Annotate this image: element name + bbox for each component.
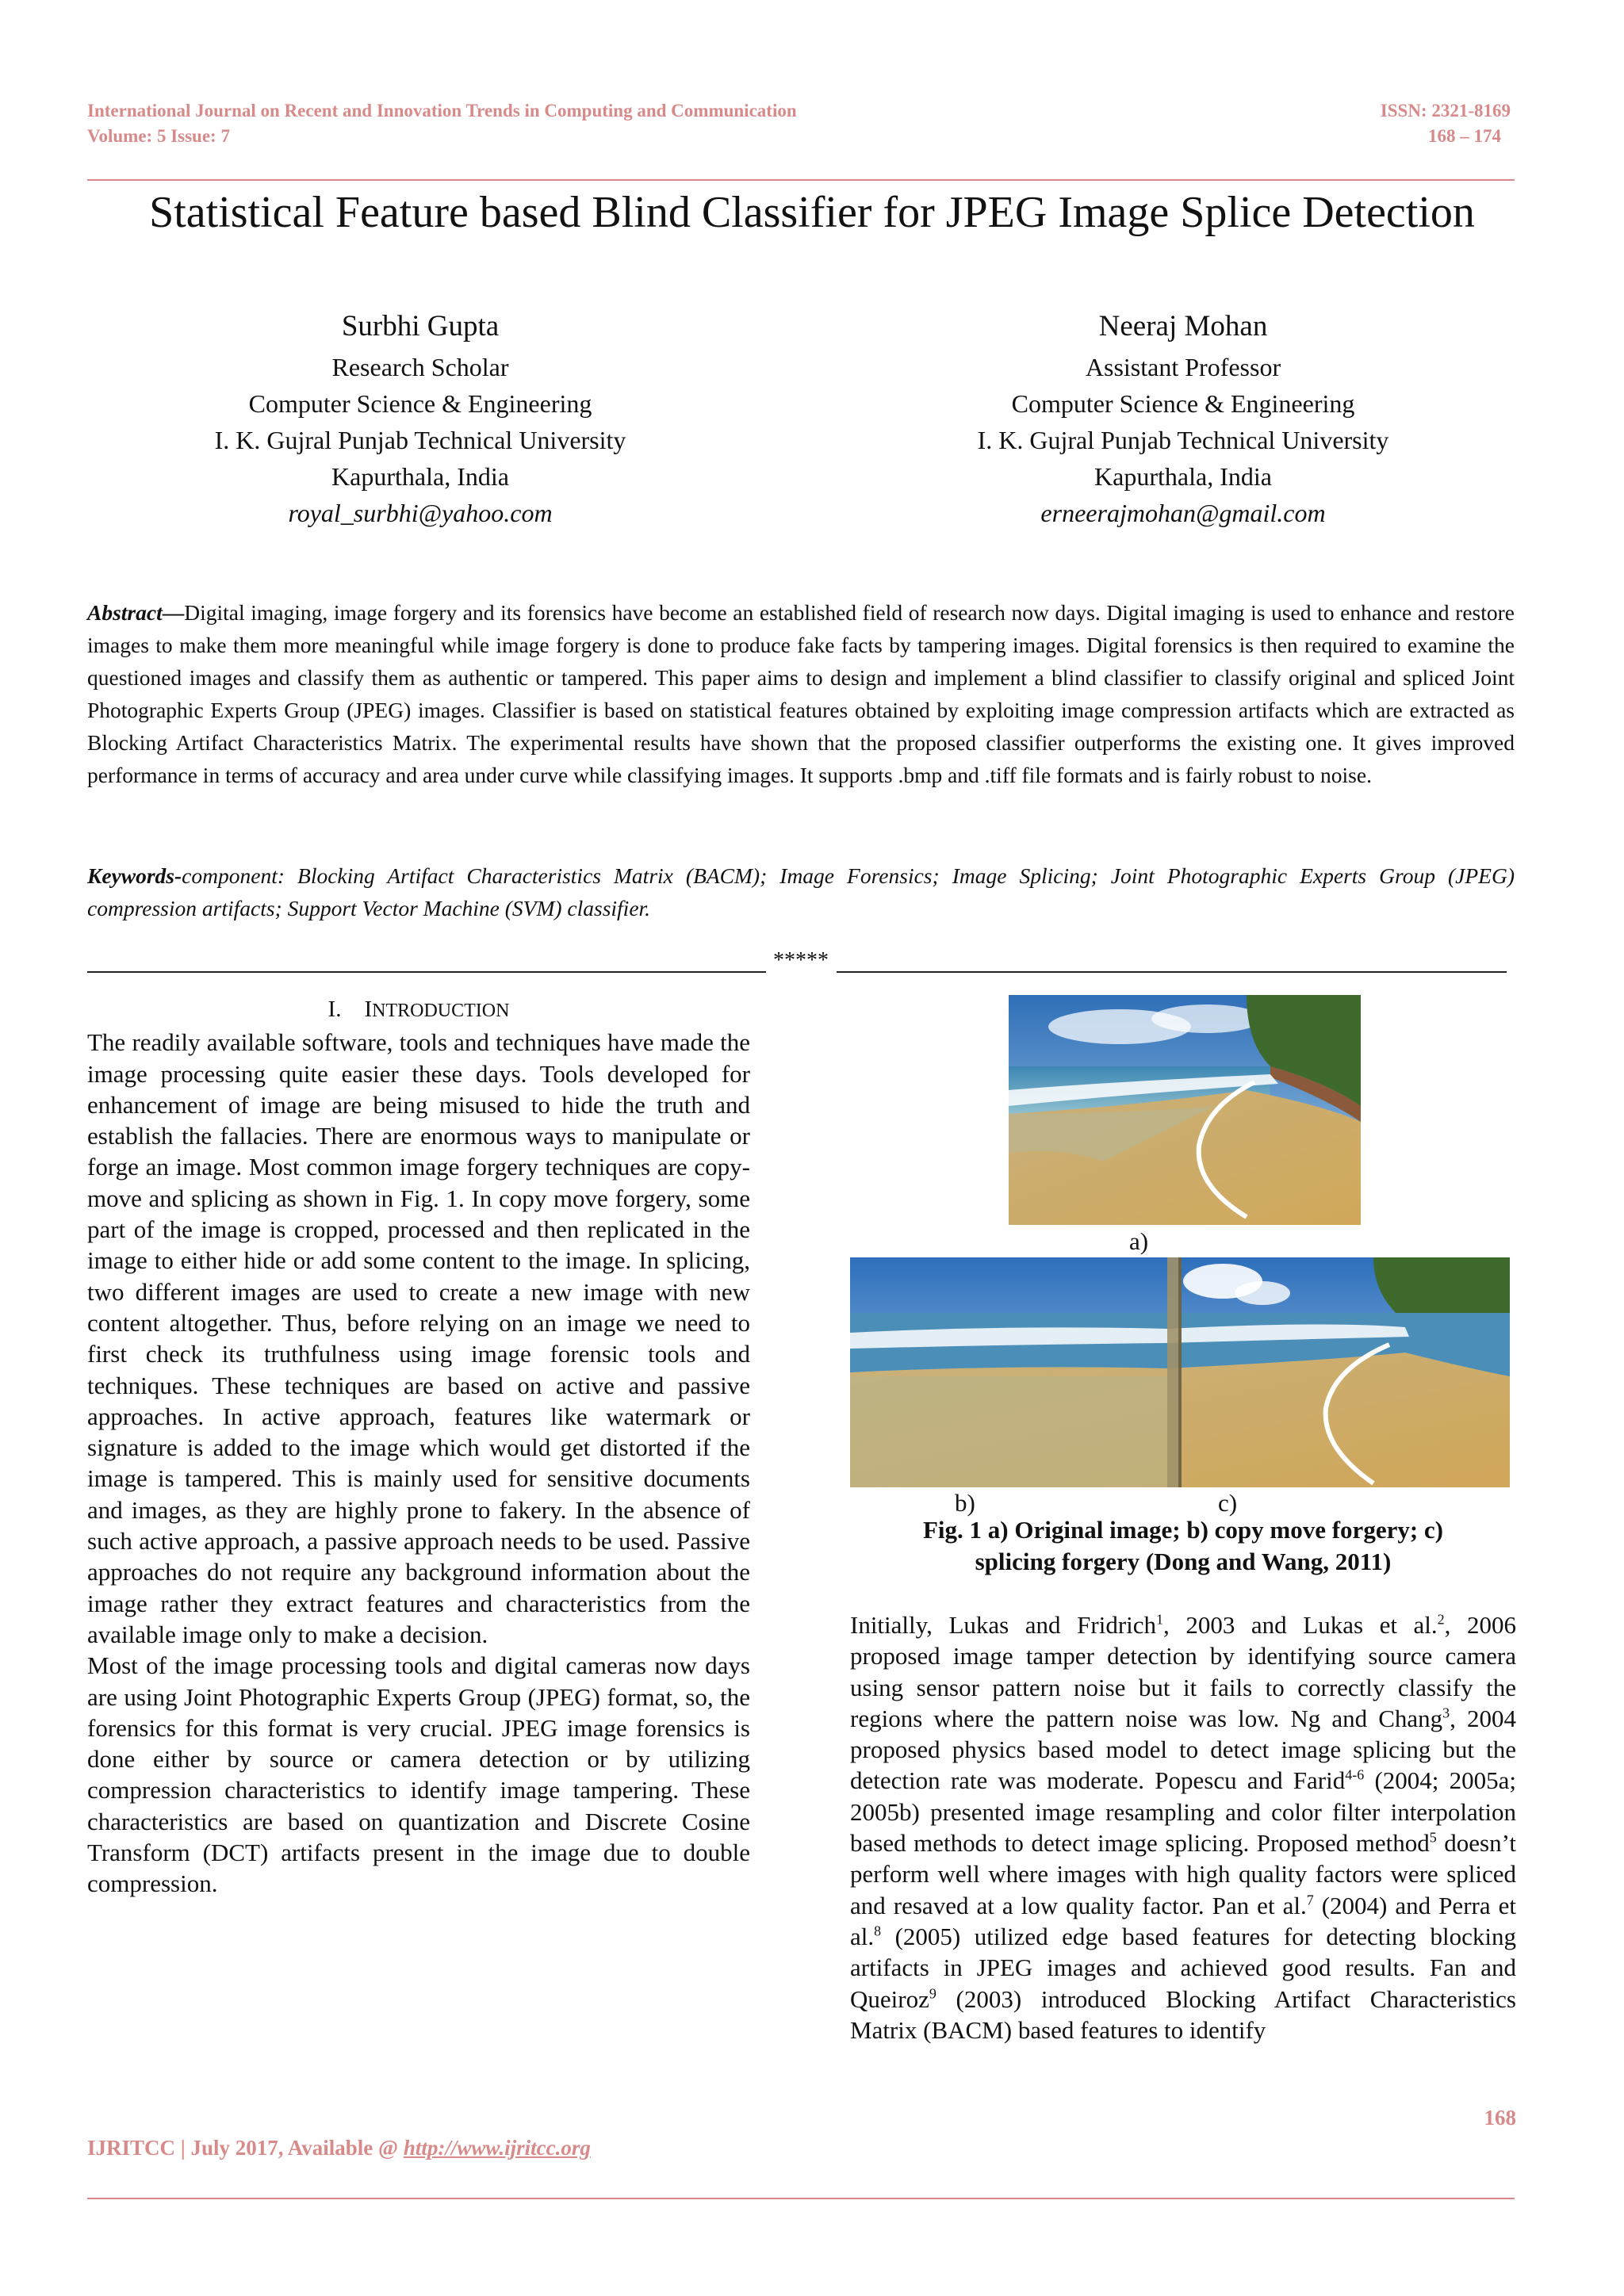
separator-stars: ***** [773,948,829,973]
figure-caption-line-2: splicing forgery (Dong and Wang, 2011) [975,1548,1392,1575]
rc-text-2: , 2003 and Lukas et al. [1163,1611,1438,1639]
keywords-label: Keywords- [87,863,182,888]
right-column [850,1609,1516,2045]
figure-bc-forged-images [850,1257,1510,1487]
separator-rule-right [837,971,1507,973]
journal-title: International Journal on Recent and Innovation Trends in Computing and Communication [87,101,797,121]
author-2-place: Kapurthala, India [1094,462,1272,491]
figure-caption-line-1: Fig. 1 a) Original image; b) copy move forgery; c) [923,1516,1443,1544]
author-2-role: Assistant Professor [1085,353,1281,381]
author-1-place: Kapurthala, India [331,462,509,491]
author-1 [135,304,706,531]
author-2 [898,304,1469,531]
ref-7: 7 [1306,1892,1314,1908]
ref-2: 2 [1437,1611,1445,1628]
journal-issn: ISSN: 2321-8169 [1380,101,1511,121]
related-work-paragraph [850,1609,1516,2045]
author-1-dept: Computer Science & Engineering [248,389,592,418]
author-1-name: Surbhi Gupta [341,310,500,342]
figure-caption [850,1514,1516,1578]
journal-pages: 168 – 174 [1428,126,1501,146]
figure-a-original-image [1009,995,1361,1225]
rc-text-5: (2004; 2005a; 2005b) presented image resampling and color filter interpolation based methods to detect image splicing. Proposed method [850,1766,1516,1858]
abstract-label: Abstract [87,600,163,625]
abstract-dash: — [162,600,185,625]
section-number: I. [327,997,342,1022]
journal-volume: Volume: 5 Issue: 7 [87,126,230,146]
keywords-text: component: Blocking Artifact Characteristics Matrix (BACM); Image Forensics; Image Splicing; Joint Photographic Experts Group (JPEG) compression artifacts; Support Vector Machine (SVM) classifier. [87,863,1515,920]
rc-text-3: , 2006 proposed image tamper detection by identifying source camera using sensor pattern noise but it fails to correctly classify the regions where the pattern noise was low. Ng and Chang [850,1611,1516,1732]
figure-label-a: a) [1129,1227,1149,1255]
author-1-email[interactable]: royal_surbhi@yahoo.com [288,499,553,527]
paper-title: Statistical Feature based Blind Classifier for JPEG Image Splice Detection [149,188,1475,237]
section-title-rest: NTRODUCTION [372,1001,510,1021]
ref-1: 1 [1156,1611,1164,1628]
footer [87,2136,591,2160]
author-1-univ: I. K. Gujral Punjab Technical University [214,426,626,454]
footer-link[interactable]: http://www.ijritcc.org [403,2136,591,2160]
section-heading [87,994,750,1027]
rc-text-7: (2004) and Perra et al. [850,1891,1516,1950]
rc-text-4: , 2004 proposed physics based model to detect image splicing but the detection rate was moderate. Popescu and Farid [850,1704,1516,1795]
intro-paragraph-1: The readily available software, tools and techniques have made the image processing quite easier these days. Tools developed for enhancement of image are being misused to hide the truth and establish the fallacies. There are enormous ways to manipulate or forge an image. Most common image forgery techniques are copy-move and splicing as shown in Fig. 1. In copy move forgery, some part of the image is cropped, processed and then replicated in the image to either hide or add some content to the image. In splicing, two different images are used to create a new image with new content altogether. Thus, before relying on an image we need to first check its truthfulness using image forensic tools and techniques. These techniques are based on active and passive approaches. In active approach, features like watermark or signature is added to the image which would get distorted if the image is tampered. This is mainly used for sensitive documents and images, as they are highly prone to fakery. In the absence of such active approach, a passive approach needs to be used. Passive approaches do not require any background information about the image rather they extract features and characteristics from the available image only to make a decision. [87,1028,750,1648]
ref-5: 5 [1429,1829,1437,1846]
footer-text: IJRITCC | July 2017, Available @ [87,2136,404,2160]
abstract-text: Digital imaging, image forgery and its forensics have become an established field of research now days. Digital imaging is used to enhance and restore images to make them more meaningful while image forgery is done to produce fake facts by tampering images. Digital forensics is then required to examine the questioned images and classify them as authentic or tampered. This paper aims to design and implement a blind classifier to classify original and spliced Joint Photographic Experts Group (JPEG) images. Classifier is based on statistical features obtained by exploiting image compression artifacts which are extracted as Blocking Artifact Characteristics Matrix. The experimental results have shown that the proposed classifier outperforms the existing one. It gives improved performance in terms of accuracy and area under curve while classifying images. It supports .bmp and .tiff file formats and is fairly robust to noise. [87,600,1515,787]
author-2-email[interactable]: erneerajmohan@gmail.com [1040,499,1326,527]
ref-8: 8 [874,1923,882,1939]
rc-text-1: Initially, Lukas and Fridrich [850,1611,1157,1639]
rc-text-8: (2005) utilized edge based features for detecting blocking artifacts in JPEG images and achieved good results. Fan and Queiroz [850,1922,1516,2013]
ref-4: 4-6 [1345,1767,1365,1784]
left-column [87,994,750,1900]
ref-9: 9 [929,1985,936,2002]
rc-text-6: doesn’t perform well where images with high quality factors were spliced and resaved at a low quality factor. Pan et al. [850,1829,1516,1919]
separator-rule-left [87,971,766,973]
author-2-dept: Computer Science & Engineering [1011,389,1355,418]
page-number: 168 [1484,2106,1516,2130]
ref-3: 3 [1442,1705,1450,1721]
abstract [87,596,1515,791]
header-rule [87,179,1515,181]
intro-paragraph-2: Most of the image processing tools and digital cameras now days are using Joint Photographic Experts Group (JPEG) format, so, the forensics for this format is very crucial. JPEG image forensics is done either by source or camera detection or by utilizing compression characteristics to identify image tampering. These characteristics are based on quantization and Discrete Cosine Transform (DCT) artifacts present in the image due to double compression. [87,1651,750,1898]
footer-rule [87,2198,1515,2199]
figure-label-b: b) [955,1489,975,1517]
keywords [87,859,1515,924]
rc-text-9: (2003) introduced Blocking Artifact Characteristics Matrix (BACM) based features to identify [850,1984,1516,2044]
author-2-name: Neeraj Mohan [1098,310,1268,342]
author-2-univ: I. K. Gujral Punjab Technical University [977,426,1389,454]
author-1-role: Research Scholar [331,353,509,381]
figure-label-c: c) [1218,1489,1238,1517]
section-title-first: I [364,997,373,1022]
